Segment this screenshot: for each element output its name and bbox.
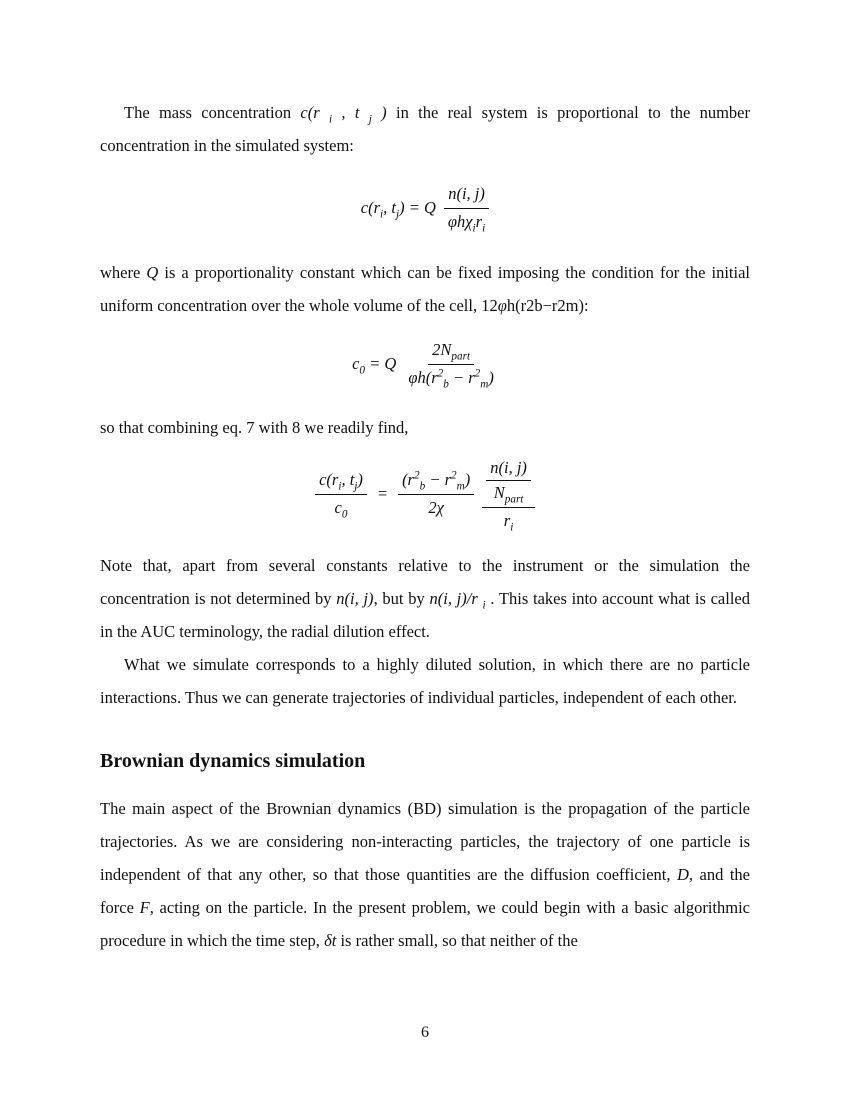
- text-run: , and the force: [100, 865, 751, 918]
- paragraph-simulation: [100, 648, 750, 714]
- text-run: is a proportionality constant which can be fixed imposing the condition for the initial uniform concentration over the whole volume of the cell, 12: [100, 263, 750, 316]
- text-run: is rather small, so that neither of the: [336, 931, 578, 951]
- inline-math: φ: [497, 296, 507, 316]
- paragraph-proportionality: [100, 256, 750, 322]
- text-run: The main aspect of the Brownian dynamics (BD) simulation is the propagation of the particle trajectories. As we are considering non-interacting particles, the trajectory of one particle is independent of that any other, so that those quantities are the diffusion coefficient,: [100, 799, 750, 885]
- fraction-numerator: n(i, j): [444, 184, 489, 209]
- fraction-numerator: $2N_{part}$: [428, 340, 474, 365]
- fraction-denominator: 2χ: [428, 497, 444, 517]
- text-run: where: [100, 263, 147, 283]
- fraction: [444, 184, 489, 232]
- paragraph-mass-concentration: [100, 96, 750, 162]
- equation-combined: [100, 458, 750, 532]
- fraction-inner: [486, 458, 531, 504]
- text-run: , acting on the particle. In the present problem, we could begin with a basic algorithmic procedure in which the time step,: [100, 898, 750, 951]
- inline-math: Q: [146, 263, 159, 283]
- inline-math: n(i, j): [336, 589, 374, 609]
- inline-math: F: [139, 898, 150, 918]
- fraction-denominator: $\varphi h\chi_ir_i$: [447, 211, 486, 234]
- section-heading: Brownian dynamics simulation: [100, 750, 366, 773]
- fraction-radii: [398, 470, 474, 518]
- text-run: in the real system is proportional to the number concentration in the simulated system:: [100, 103, 750, 155]
- equation-lhs: $c_0 = Q$: [352, 354, 397, 377]
- inline-math: c(r $_i$ , t $_j$ ): [300, 103, 387, 126]
- fraction-lhs: [315, 470, 367, 521]
- text-run: so that combining eq. 7 with 8 we readily find,: [100, 417, 409, 437]
- fraction-numerator: [482, 458, 535, 508]
- fraction-denominator: $N_{part}$: [493, 483, 524, 506]
- fraction-denominator: $\varphi h(r^2_b - r^2_m)$: [408, 367, 494, 391]
- paragraph-brownian: [100, 792, 750, 957]
- paragraph-note: [100, 549, 750, 648]
- page-number: 6: [421, 1024, 429, 1041]
- text-run: The mass concentration: [124, 103, 301, 122]
- fraction-numerator: $(r^2_b - r^2_m)$: [398, 470, 474, 495]
- fraction: [404, 340, 498, 391]
- inline-math: D: [677, 865, 689, 885]
- inline-math: δt: [324, 931, 337, 951]
- inline-math: n(i, j)/r $_i$: [429, 589, 486, 612]
- equals-sign: =: [376, 484, 389, 504]
- fraction-denominator: $r_i$: [503, 510, 514, 534]
- text-run: . This takes into account what is called in the AUC terminology, the radial dilution effect.: [100, 589, 750, 642]
- equation-lhs: $c(r_i$, $t_j) = Q$: [360, 197, 436, 221]
- text-run: h(r2b−r2m):: [506, 296, 589, 316]
- paragraph-combining: [100, 411, 750, 444]
- equation-concentration: [100, 184, 750, 232]
- text-run: What we simulate corresponds to a highly diluted solution, in which there are no particle interactions. Thus we can generate trajectories of individual particles, independent of each other.: [100, 655, 750, 708]
- fraction-compound: [482, 458, 535, 532]
- text-run: , but by: [373, 589, 430, 609]
- equation-initial-concentration: [100, 340, 750, 391]
- text-run: Note that, apart from several constants relative to the instrument or the simulation the concentration is not determined by: [100, 556, 750, 609]
- fraction-numerator: n(i, j): [486, 458, 531, 482]
- fraction-numerator: $c(r_i$, $t_j$): [315, 470, 367, 495]
- fraction-denominator: $c_0$: [334, 497, 348, 521]
